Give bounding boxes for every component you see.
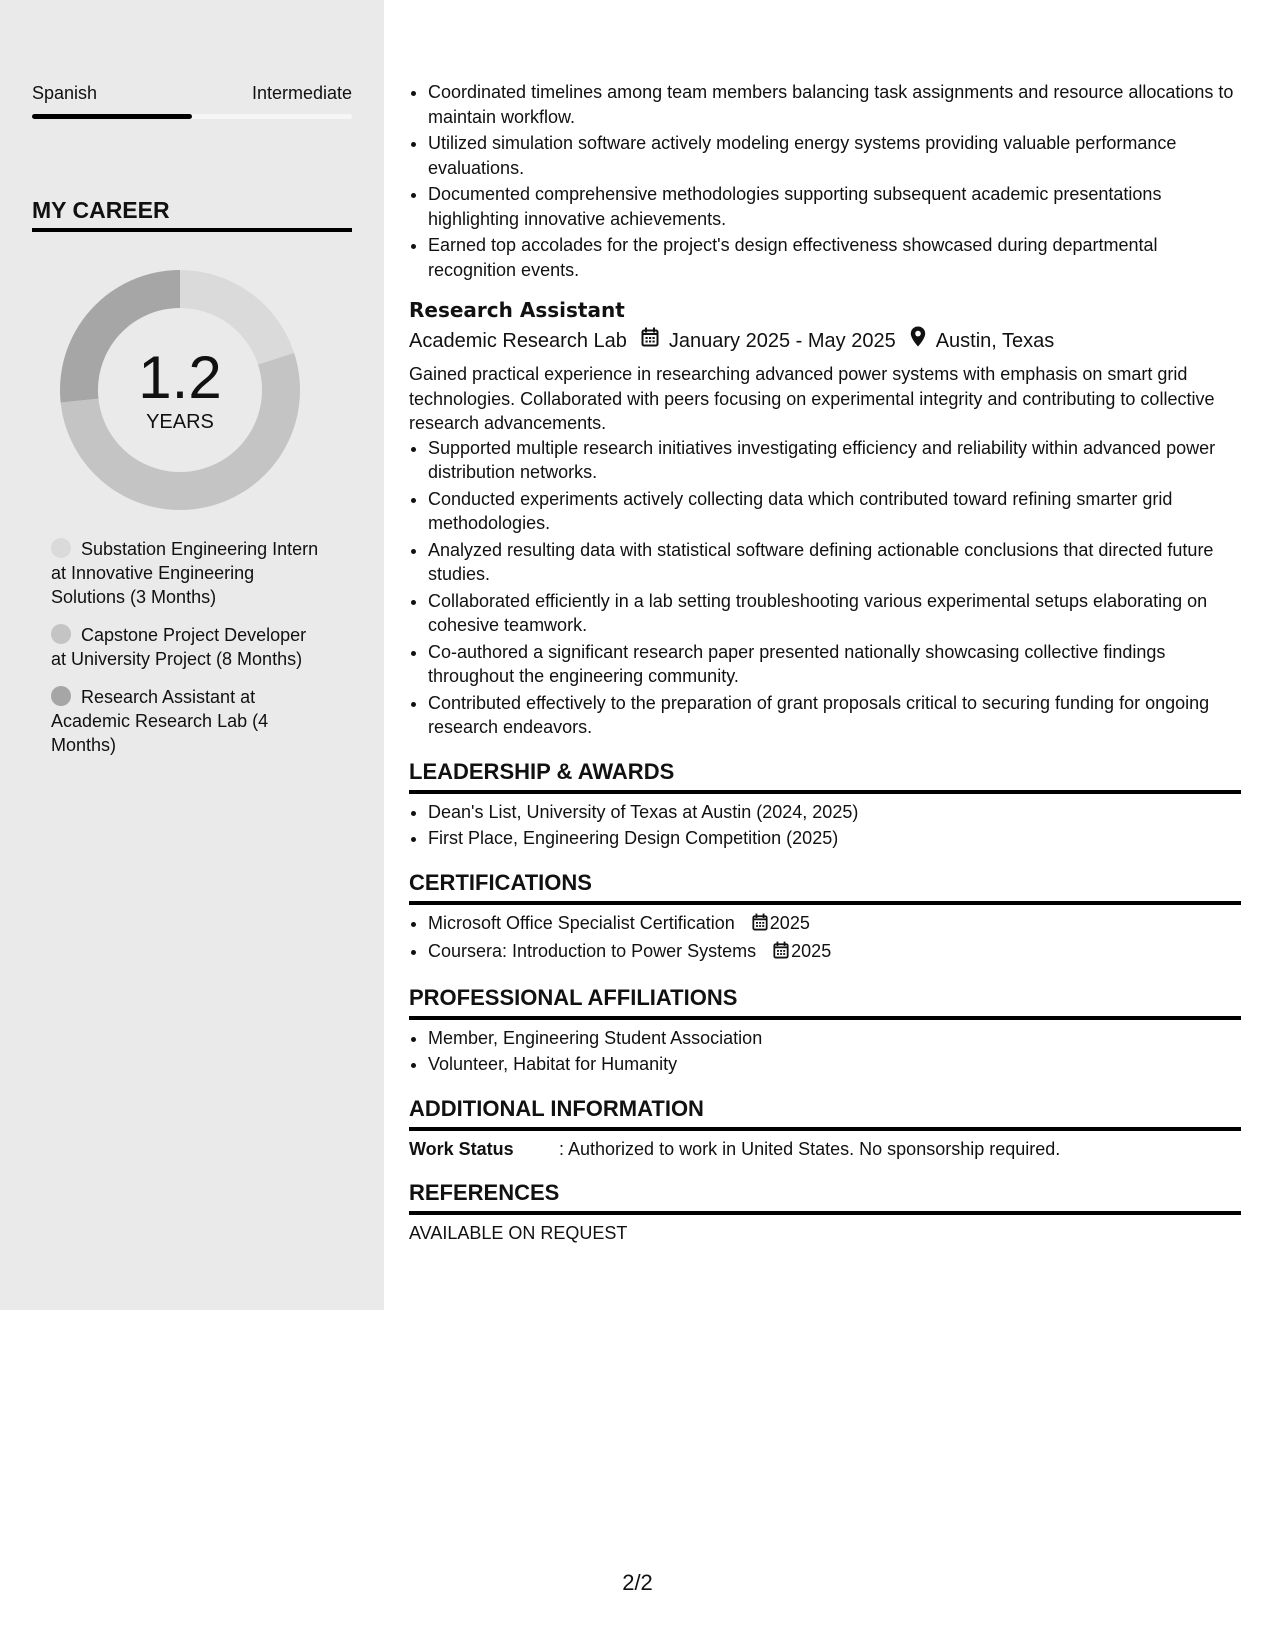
certification-name: Microsoft Office Specialist Certification bbox=[428, 912, 735, 933]
language-name: Spanish bbox=[32, 83, 98, 103]
main-content bbox=[409, 80, 1241, 1246]
career-total-unit: YEARS bbox=[146, 411, 214, 433]
previous-job-bullets bbox=[409, 80, 1241, 282]
job-dates: January 2025 - May 2025 bbox=[668, 330, 896, 352]
work-status-value: : Authorized to work in United States. No sponsorship required. bbox=[559, 1138, 1061, 1159]
bullet-item: • Earned top accolades for the project's design effectiveness showcased during departmental recognition events. bbox=[428, 233, 1241, 282]
certifications-list bbox=[409, 911, 1241, 966]
calendar-icon bbox=[641, 326, 659, 356]
certification-item bbox=[428, 911, 1241, 938]
work-status-label: Work Status bbox=[409, 1138, 514, 1159]
affiliations-list bbox=[409, 1026, 1241, 1077]
additional-info-section-title: ADDITIONAL INFORMATION bbox=[409, 1095, 1241, 1131]
certification-name: Coursera: Introduction to Power Systems bbox=[428, 941, 757, 961]
job-summary: Gained practical experience in researching advanced power systems with emphasis on smart grid technologies. Collaborated with peers focusing on experimental integrity and contributing to collective research advancements. bbox=[409, 364, 1215, 433]
legend-dot-icon bbox=[51, 538, 71, 558]
calendar-icon bbox=[773, 941, 789, 966]
language-proficiency-fill bbox=[32, 114, 192, 119]
affiliation-item: • Volunteer, Habitat for Humanity bbox=[428, 1052, 1241, 1077]
bullet-item: • Supported multiple research initiatives investigating efficiency and reliability within advanced power distribution networks. bbox=[428, 436, 1241, 485]
career-legend-item bbox=[51, 537, 326, 609]
certification-item bbox=[428, 939, 1241, 966]
job-title: Research Assistant bbox=[409, 298, 625, 322]
references-section-title: REFERENCES bbox=[409, 1179, 1241, 1215]
work-status-row bbox=[409, 1137, 1241, 1162]
career-donut-chart bbox=[60, 270, 300, 510]
job-bullets bbox=[409, 436, 1241, 740]
career-legend-label: Capstone Project Developer at University Project (8 Months) bbox=[51, 625, 307, 669]
certification-year: 2025 bbox=[791, 941, 832, 961]
certifications-section-title: CERTIFICATIONS bbox=[409, 869, 1241, 905]
career-legend-label: Research Assistant at Academic Research Lab (4 Months) bbox=[51, 687, 269, 755]
career-legend-item bbox=[51, 685, 326, 757]
bullet-item: • Contributed effectively to the preparation of grant proposals critical to securing funding for ongoing research endeavors. bbox=[428, 691, 1241, 740]
award-item: • First Place, Engineering Design Competition (2025) bbox=[428, 826, 1241, 851]
legend-dot-icon bbox=[51, 624, 71, 644]
bullet-item: • Collaborated efficiently in a lab setting troubleshooting various experimental setups elaborating on cohesive teamwork. bbox=[428, 589, 1241, 638]
bullet-item: • Co-authored a significant research paper presented nationally showcasing collective findings throughout the engineering community. bbox=[428, 640, 1241, 689]
page-number: 2/2 bbox=[622, 1570, 653, 1595]
bullet-item: • Coordinated timelines among team members balancing task assignments and resource allocations to maintain workflow. bbox=[428, 80, 1241, 129]
award-item: • Dean's List, University of Texas at Austin (2024, 2025) bbox=[428, 800, 1241, 825]
career-section-title: MY CAREER bbox=[32, 196, 352, 232]
calendar-icon bbox=[752, 913, 768, 938]
career-total-value: 1.2 bbox=[138, 344, 222, 411]
leadership-list bbox=[409, 800, 1241, 851]
affiliation-item: • Member, Engineering Student Association bbox=[428, 1026, 1241, 1051]
sidebar bbox=[0, 0, 384, 1310]
career-legend-item bbox=[51, 623, 326, 671]
language-proficiency-bar bbox=[32, 114, 352, 119]
job-company: Academic Research Lab bbox=[409, 330, 627, 352]
career-legend-label: Substation Engineering Intern at Innovative Engineering Solutions (3 Months) bbox=[51, 539, 319, 607]
legend-dot-icon bbox=[51, 686, 71, 706]
leadership-section-title: LEADERSHIP & AWARDS bbox=[409, 758, 1241, 794]
affiliations-section-title: PROFESSIONAL AFFILIATIONS bbox=[409, 984, 1241, 1020]
references-text: AVAILABLE ON REQUEST bbox=[409, 1223, 628, 1243]
bullet-item: • Utilized simulation software actively modeling energy systems providing valuable performance evaluations. bbox=[428, 131, 1241, 180]
job-meta bbox=[409, 326, 1241, 356]
language-level: Intermediate bbox=[251, 83, 352, 103]
bullet-item: • Conducted experiments actively collecting data which contributed toward refining smarter grid methodologies. bbox=[428, 487, 1241, 536]
location-pin-icon bbox=[910, 326, 926, 356]
bullet-item: • Documented comprehensive methodologies supporting subsequent academic presentations highlighting innovative achievements. bbox=[428, 182, 1241, 231]
career-legend bbox=[51, 537, 326, 771]
bullet-item: • Analyzed resulting data with statistical software defining actionable conclusions that directed future studies. bbox=[428, 538, 1241, 587]
donut-center bbox=[60, 270, 300, 510]
certification-year: 2025 bbox=[769, 912, 810, 933]
job-location: Austin, Texas bbox=[935, 330, 1055, 352]
